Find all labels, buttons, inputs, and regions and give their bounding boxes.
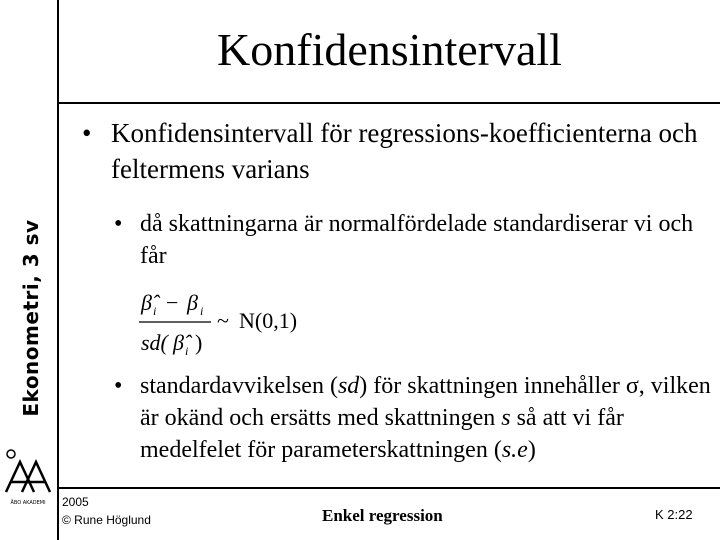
formula-denominator-beta-hat: β̂: [173, 330, 184, 355]
bullet-text: då skattningarna är normalfördelade standardiserar vi och får: [140, 211, 694, 269]
sigma-symbol: σ: [625, 373, 639, 399]
bullet-dot: •: [114, 211, 123, 237]
formula-subscript: i: [185, 344, 189, 358]
bullet-dot: •: [82, 118, 92, 148]
formula-denominator-close: ): [195, 330, 203, 355]
bullet-level1: [82, 115, 702, 187]
slide-title: Konfidensintervall: [217, 24, 562, 75]
sidebar-divider: [57, 0, 59, 540]
page-number: K 2:22: [655, 507, 693, 522]
formula-numerator-beta: β: [187, 290, 198, 315]
bullet-text: Konfidensintervall för regressions-koefficienterna och feltermens varians: [111, 118, 698, 184]
formula-minus: −: [166, 290, 179, 315]
formula-denominator-sd: sd(: [141, 330, 168, 355]
course-label: Ekonometri, 3 sv: [19, 219, 43, 417]
bullet-level2: [114, 208, 694, 272]
formula-subscript: i: [200, 304, 204, 318]
title-divider: [57, 102, 720, 104]
se-term: s.e: [501, 437, 528, 463]
footer-author: © Rune Höglund: [62, 513, 151, 527]
footer-year: 2005: [62, 495, 89, 509]
standardization-formula: [139, 284, 339, 364]
logo-text: ÅBO AKADEMI: [10, 500, 46, 506]
bullet-level2: [114, 370, 714, 466]
footer-divider: [57, 487, 720, 489]
sd-term: sd: [337, 373, 360, 399]
formula-subscript: i: [153, 304, 157, 318]
footer-topic: Enkel regression: [322, 506, 443, 525]
formula-numerator-beta-hat: β̂: [141, 290, 152, 315]
s-term: s: [501, 405, 511, 431]
sidebar: [0, 0, 58, 540]
bullet-dot: •: [114, 373, 123, 399]
formula-relation: ~: [217, 308, 229, 333]
formula-distribution: N(0,1): [239, 308, 298, 333]
bullet-text: standardavvikelsen (sd) för skattningen innehåller σ, vilken är okänd och ersätts med skattningen s så att vi får medelfelet för parameterskattningen (s.e): [140, 373, 711, 463]
abo-akademi-logo-icon: [2, 448, 54, 540]
